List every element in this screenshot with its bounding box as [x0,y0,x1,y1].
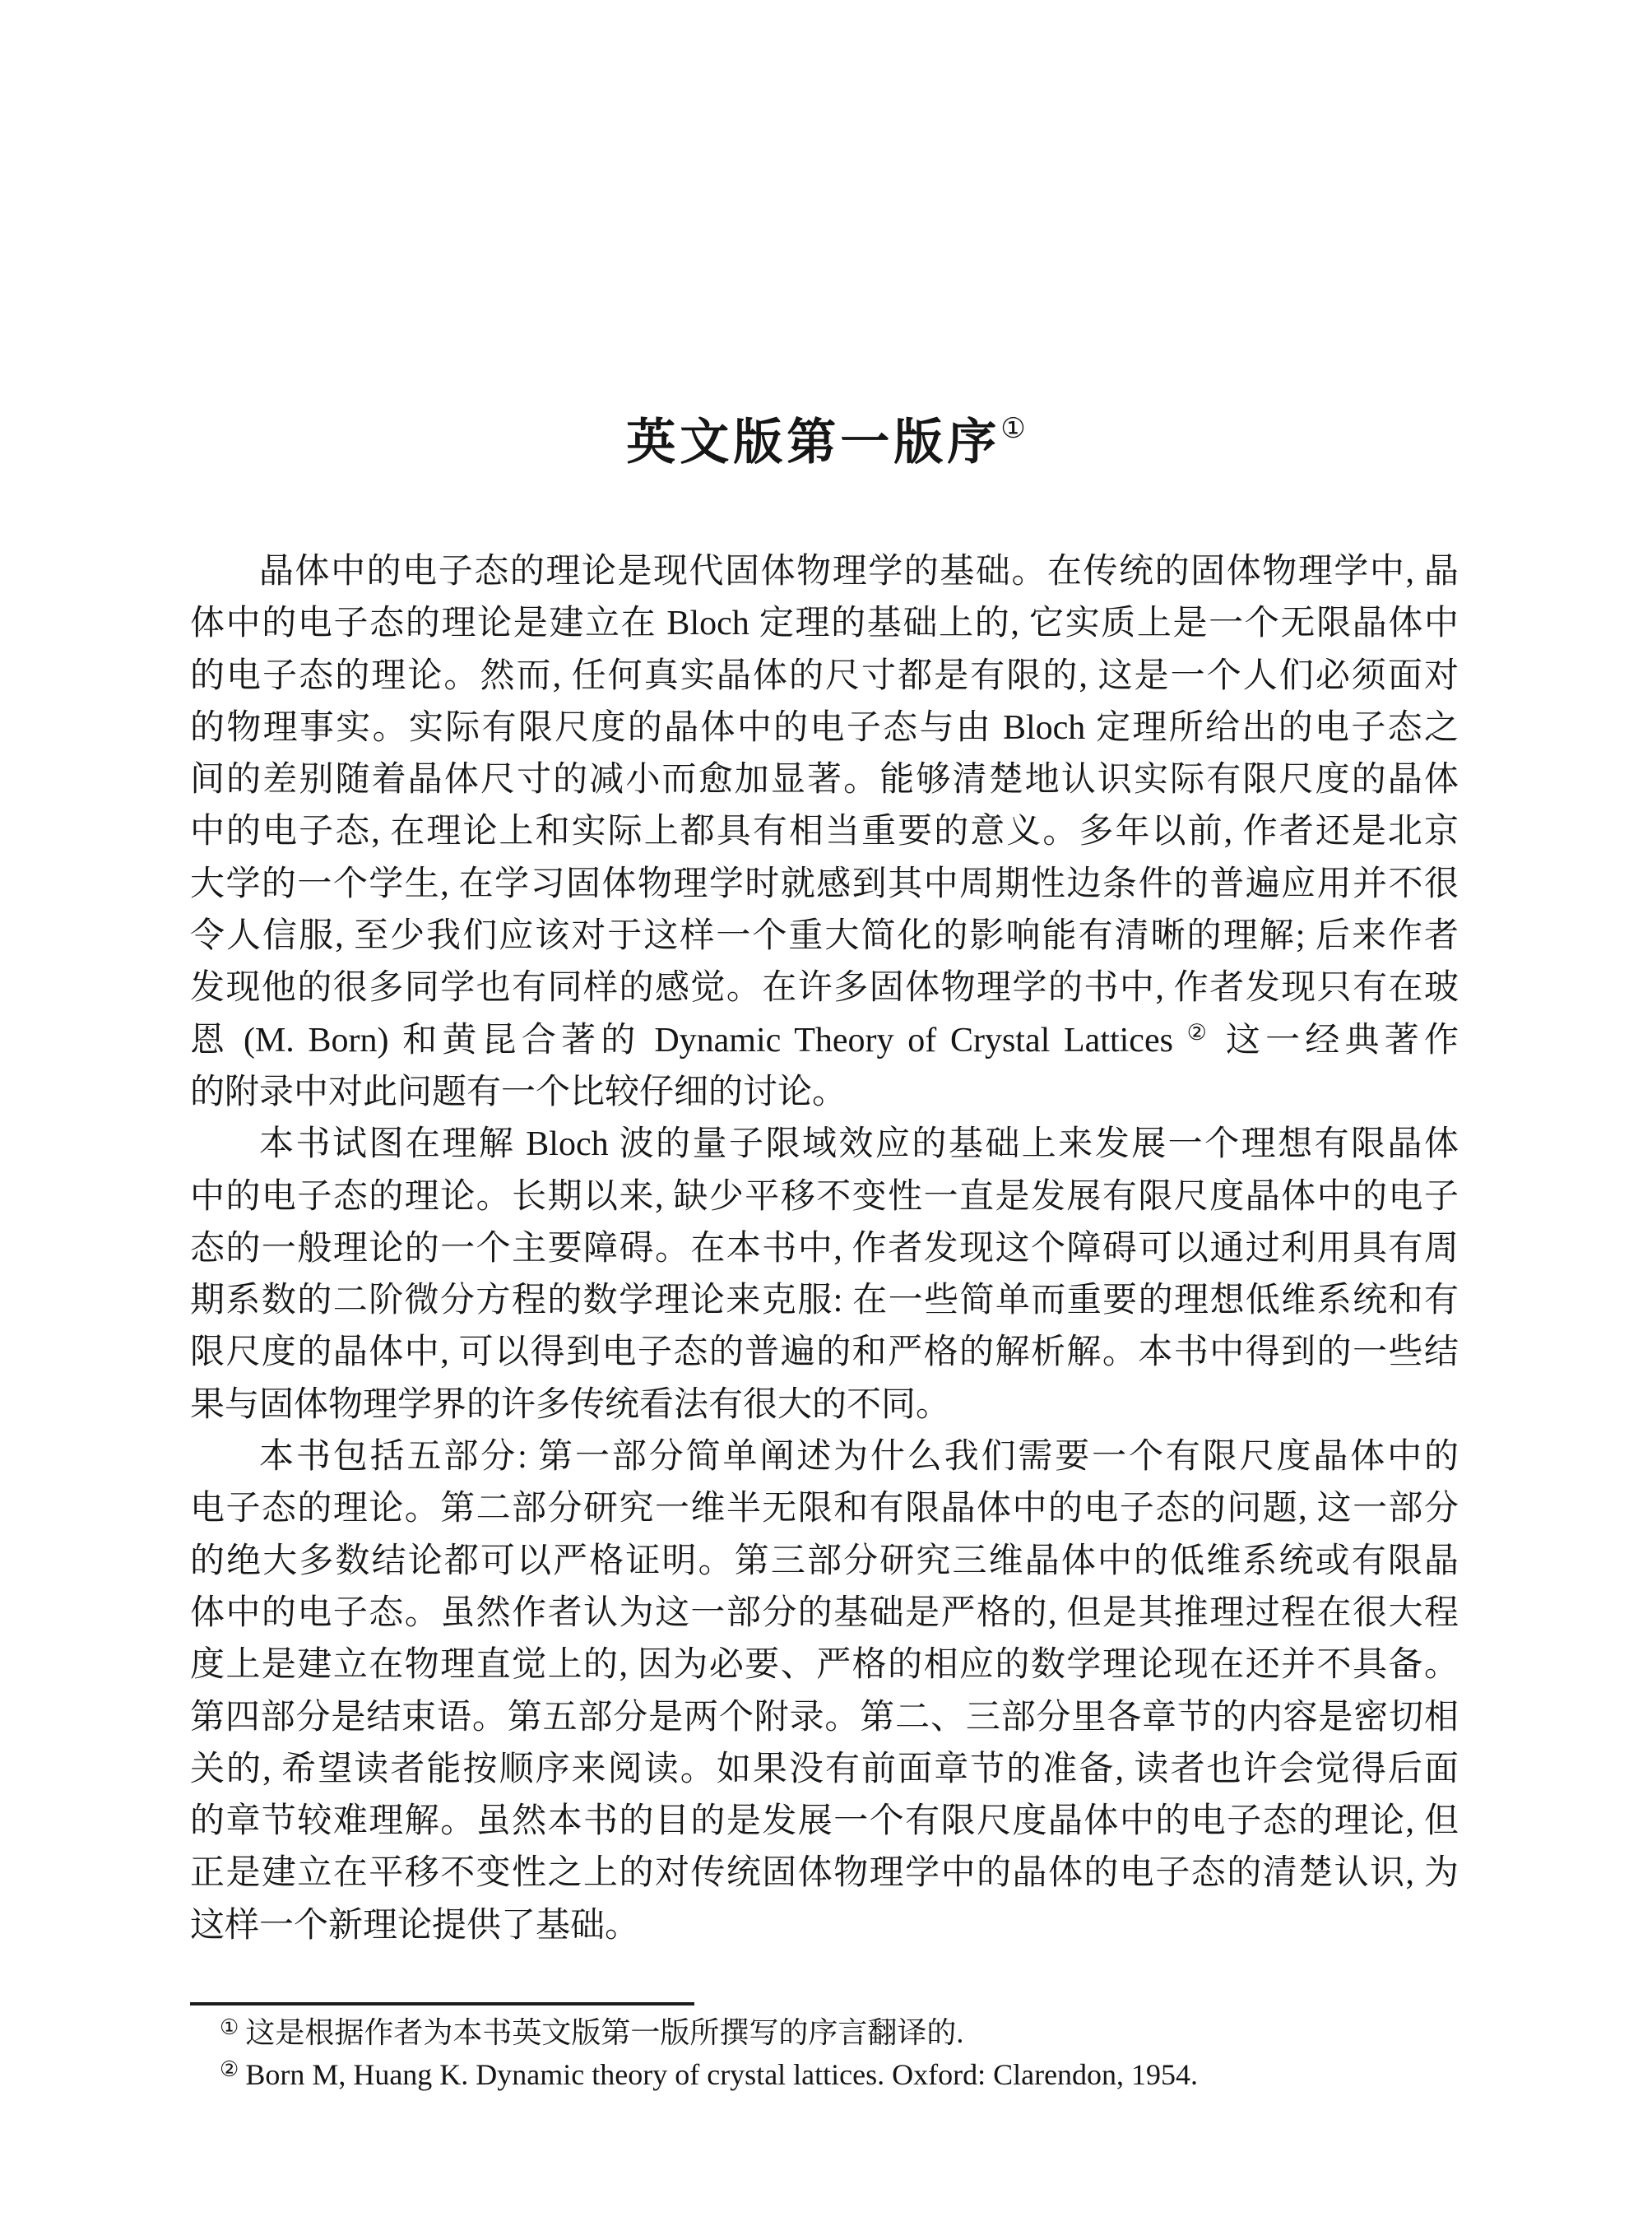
text-line: 的绝大多数结论都可以严格证明。第三部分研究三维晶体中的低维系统或有限晶 [190,1542,1459,1580]
text-line: 果与固体物理学界的许多传统看法有很大的不同。 [190,1385,951,1424]
text-line: 这样一个新理论提供了基础。 [190,1906,640,1945]
text-line: 中的电子态, 在理论上和实际上都具有相当重要的意义。多年以前, 作者还是北京 [190,813,1459,851]
text-line: 的附录中对此问题有一个比较仔细的讨论。 [190,1073,847,1111]
footnotes [190,2012,1459,2096]
text-line: 晶体中的电子态的理论是现代固体物理学的基础。在传统的固体物理学中, 晶 [259,553,1459,591]
text-line: 第四部分是结束语。第五部分是两个附录。第二、三部分里各章节的内容是密切相 [190,1698,1459,1737]
title-footnote-ref: ① [1000,412,1026,446]
text-line: 体中的电子态的理论是建立在 Bloch 定理的基础上的, 它实质上是一个无限晶体中 [190,605,1459,643]
text-line: 体中的电子态。虽然作者认为这一部分的基础是严格的, 但是其推理过程在很大程 [190,1593,1459,1632]
text-line: 的章节较难理解。虽然本书的目的是发展一个有限尺度晶体中的电子态的理论, 但 [190,1802,1459,1841]
text-line: 的物理事实。实际有限尺度的晶体中的电子态与由 Bloch 定理所给出的电子态之 [190,708,1459,747]
page-title-text: 英文版第一版序 [626,414,1001,472]
text-line: 的电子态的理论。然而, 任何真实晶体的尺寸都是有限的, 这是一个人们必须面对 [190,656,1459,695]
text-line: 态的一般理论的一个主要障碍。在本书中, 作者发现这个障碍可以通过利用具有周 [190,1229,1459,1268]
text-line: 本书包括五部分: 第一部分简单阐述为什么我们需要一个有限尺度晶体中的 [259,1438,1459,1477]
text-line: 大学的一个学生, 在学习固体物理学时就感到其中周期性边条件的普遍应用并不很 [190,865,1459,903]
preface-body [190,546,1459,1952]
page-title [0,403,1652,474]
text-line: 恩 (M. Born) 和黄昆合著的 Dynamic Theory of Crystal Lattices ② 这一经典著作 [190,1019,1459,1060]
text-line: 中的电子态的理论。长期以来, 缺少平移不变性一直是发展有限尺度晶体中的电子 [190,1177,1459,1216]
footnote-item [190,2054,1459,2096]
footnote-marker: ① [220,2015,239,2039]
footnote-item [190,2012,1459,2054]
text-line: 正是建立在平移不变性之上的对传统固体物理学中的晶体的电子态的清楚认识, 为 [190,1854,1459,1893]
text-line: 令人信服, 至少我们应该对于这样一个重大简化的影响能有清晰的理解; 后来作者 [190,917,1459,956]
text-line: 限尺度的晶体中, 可以得到电子态的普遍的和严格的解析解。本书中得到的一些结 [190,1333,1459,1372]
text-line: 间的差别随着晶体尺寸的减小而愈加显著。能够清楚地认识实际有限尺度的晶体 [190,761,1459,800]
text-line: 发现他的很多同学也有同样的感觉。在许多固体物理学的书中, 作者发现只有在玻 [190,969,1459,1008]
text-line: 电子态的理论。第二部分研究一维半无限和有限晶体中的电子态的问题, 这一部分 [190,1490,1459,1528]
footnote-text: 这是根据作者为本书英文版第一版所撰写的序言翻译的. [245,2016,964,2049]
text-line: 本书试图在理解 Bloch 波的量子限域效应的基础上来发展一个理想有限晶体 [259,1125,1459,1164]
footnote-ref: ② [1186,1019,1213,1045]
text-line: 期系数的二阶微分方程的数学理论来克服: 在一些简单而重要的理想低维系统和有 [190,1282,1459,1320]
footnote-marker: ② [220,2057,239,2081]
footnote-text: Born M, Huang K. Dynamic theory of crystal lattices. Oxford: Clarendon, 1954. [245,2058,1199,2091]
text-line: 关的, 希望读者能按顺序来阅读。如果没有前面章节的准备, 读者也许会觉得后面 [190,1750,1459,1788]
footnote-separator [190,2002,694,2005]
text-line: 度上是建立在物理直觉上的, 因为必要、严格的相应的数学理论现在还并不具备。 [190,1646,1459,1685]
